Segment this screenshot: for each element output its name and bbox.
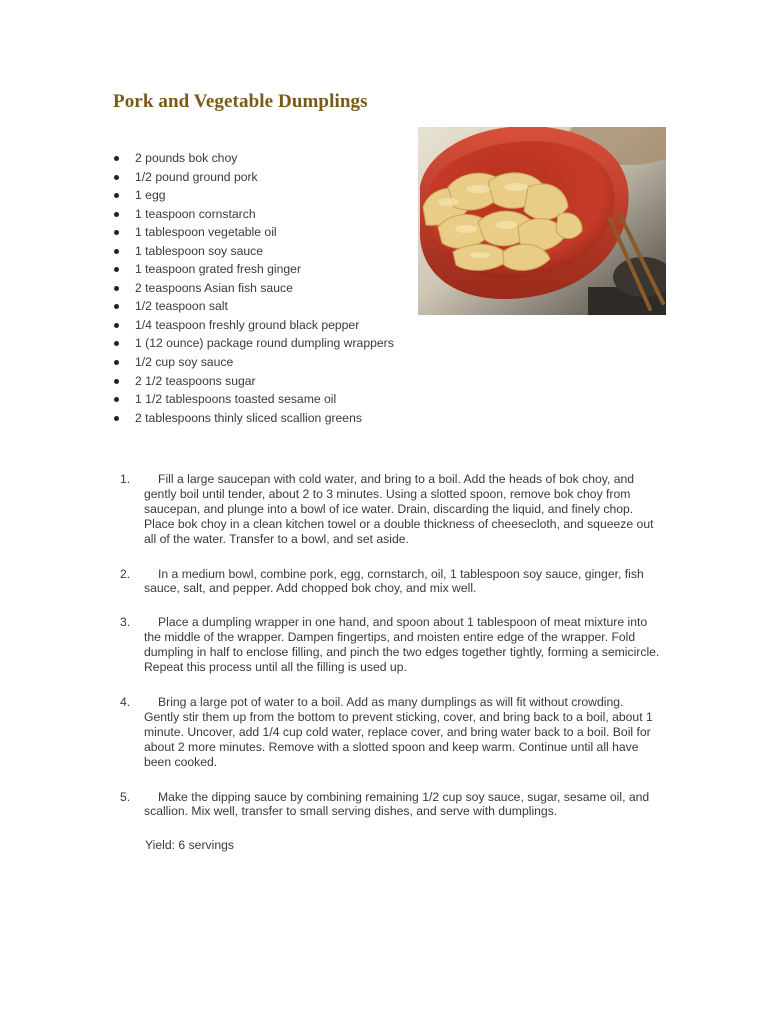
ingredient-text: 1 tablespoon vegetable oil: [135, 225, 277, 240]
bullet-icon: [114, 341, 119, 346]
ingredient-item: [111, 316, 394, 335]
step-number: 4.: [120, 694, 131, 709]
dumplings-photo: [418, 127, 666, 315]
ingredient-text: 1 tablespoon soy sauce: [135, 243, 264, 258]
bullet-icon: [114, 323, 119, 328]
bullet-icon: [114, 286, 119, 291]
bullet-icon: [114, 212, 119, 217]
instruction-step: [120, 790, 660, 820]
ingredient-text: 1 (12 ounce) package round dumpling wrappers: [135, 336, 394, 351]
ingredient-text: 1/2 teaspoon salt: [135, 299, 228, 314]
step-number: 1.: [120, 472, 131, 486]
ingredient-item: [111, 390, 394, 409]
instruction-step: [120, 615, 660, 675]
ingredient-text: 2 1/2 teaspoons sugar: [135, 373, 256, 388]
bullet-icon: [114, 249, 119, 254]
ingredient-item: [111, 186, 394, 205]
bullet-icon: [114, 193, 119, 198]
ingredient-item: [111, 205, 394, 224]
instruction-step: [120, 567, 660, 597]
step-number: 3.: [120, 615, 131, 630]
ingredient-item: [111, 168, 394, 187]
ingredient-item: [111, 353, 394, 372]
step-text: Place a dumpling wrapper in one hand, and spoon about 1 tablespoon of meat mixture into the middle of the wrapper. Dampen fingertips, and moisten entire edge of the wrapper. Fold dumpling in half to enclose filling, and pinch the two edges together tightly, forming a semicircle. Repeat this process until all the filling is used up.: [144, 615, 660, 675]
ingredient-text: 1 egg: [135, 188, 166, 203]
ingredient-list: [111, 149, 394, 427]
bullet-icon: [114, 360, 119, 365]
step-text: Fill a large saucepan with cold water, and bring to a boil. Add the heads of bok choy, and gently boil until tender, about 2 to 3 minutes. Using a slotted spoon, remove bok choy from saucepan, and plunge into a bowl of ice water. Drain, discarding the liquid, and finely chop. Place bok choy in a clean kitchen towel or a double thickness of cheesecloth, and squeeze out all of the water. Transfer to a bowl, and set aside.: [144, 472, 654, 546]
ingredient-item: [111, 409, 394, 428]
bullet-icon: [114, 416, 119, 421]
ingredient-item: [111, 242, 394, 261]
ingredient-item: [111, 149, 394, 168]
step-text: Bring a large pot of water to a boil. Add as many dumplings as will fit without crowding. Gently stir them up from the bottom to prevent sticking, cover, and bring back to a boil, about 1 minute. Uncover, add 1/4 cup cold water, replace cover, and bring water back to a boil. Boil for about 2 more minutes. Remove with a slotted spoon and keep warm. Continue until all have been cooked.: [144, 694, 653, 769]
step-text: In a medium bowl, combine pork, egg, cornstarch, oil, 1 tablespoon soy sauce, ginger, fish sauce, salt, and pepper. Add chopped bok choy, and mix well.: [144, 566, 644, 596]
ingredient-text: 1 teaspoon cornstarch: [135, 206, 256, 221]
ingredient-item: [111, 334, 394, 353]
bullet-icon: [114, 267, 119, 272]
bullet-icon: [114, 397, 119, 402]
dumplings-bowl-illustration: [418, 127, 666, 315]
recipe-yield: Yield: 6 servings: [145, 838, 234, 852]
ingredient-item: [111, 297, 394, 316]
ingredient-text: 1 1/2 tablespoons toasted sesame oil: [135, 392, 337, 407]
bullet-icon: [114, 156, 119, 161]
recipe-title: Pork and Vegetable Dumplings: [113, 91, 368, 112]
ingredient-text: 1/4 teaspoon freshly ground black pepper: [135, 317, 360, 332]
instruction-step: [120, 472, 660, 547]
bullet-icon: [114, 230, 119, 235]
instruction-list: [120, 472, 660, 819]
instruction-step: [120, 695, 660, 770]
step-number: 5.: [120, 789, 131, 804]
ingredient-text: 1/2 cup soy sauce: [135, 355, 234, 370]
ingredient-text: 1 teaspoon grated fresh ginger: [135, 262, 302, 277]
ingredient-text: 2 pounds bok choy: [135, 151, 238, 165]
bullet-icon: [114, 379, 119, 384]
ingredient-text: 1/2 pound ground pork: [135, 169, 258, 184]
step-number: 2.: [120, 566, 131, 581]
ingredient-item: [111, 260, 394, 279]
ingredient-text: 2 tablespoons thinly sliced scallion greens: [135, 410, 362, 425]
ingredient-item: [111, 223, 394, 242]
ingredient-item: [111, 372, 394, 391]
bullet-icon: [114, 175, 119, 180]
ingredient-text: 2 teaspoons Asian fish sauce: [135, 280, 293, 295]
step-text: Make the dipping sauce by combining remaining 1/2 cup soy sauce, sugar, sesame oil, and scallion. Mix well, transfer to small serving dishes, and serve with dumplings.: [144, 789, 650, 819]
ingredient-item: [111, 279, 394, 298]
bullet-icon: [114, 304, 119, 309]
